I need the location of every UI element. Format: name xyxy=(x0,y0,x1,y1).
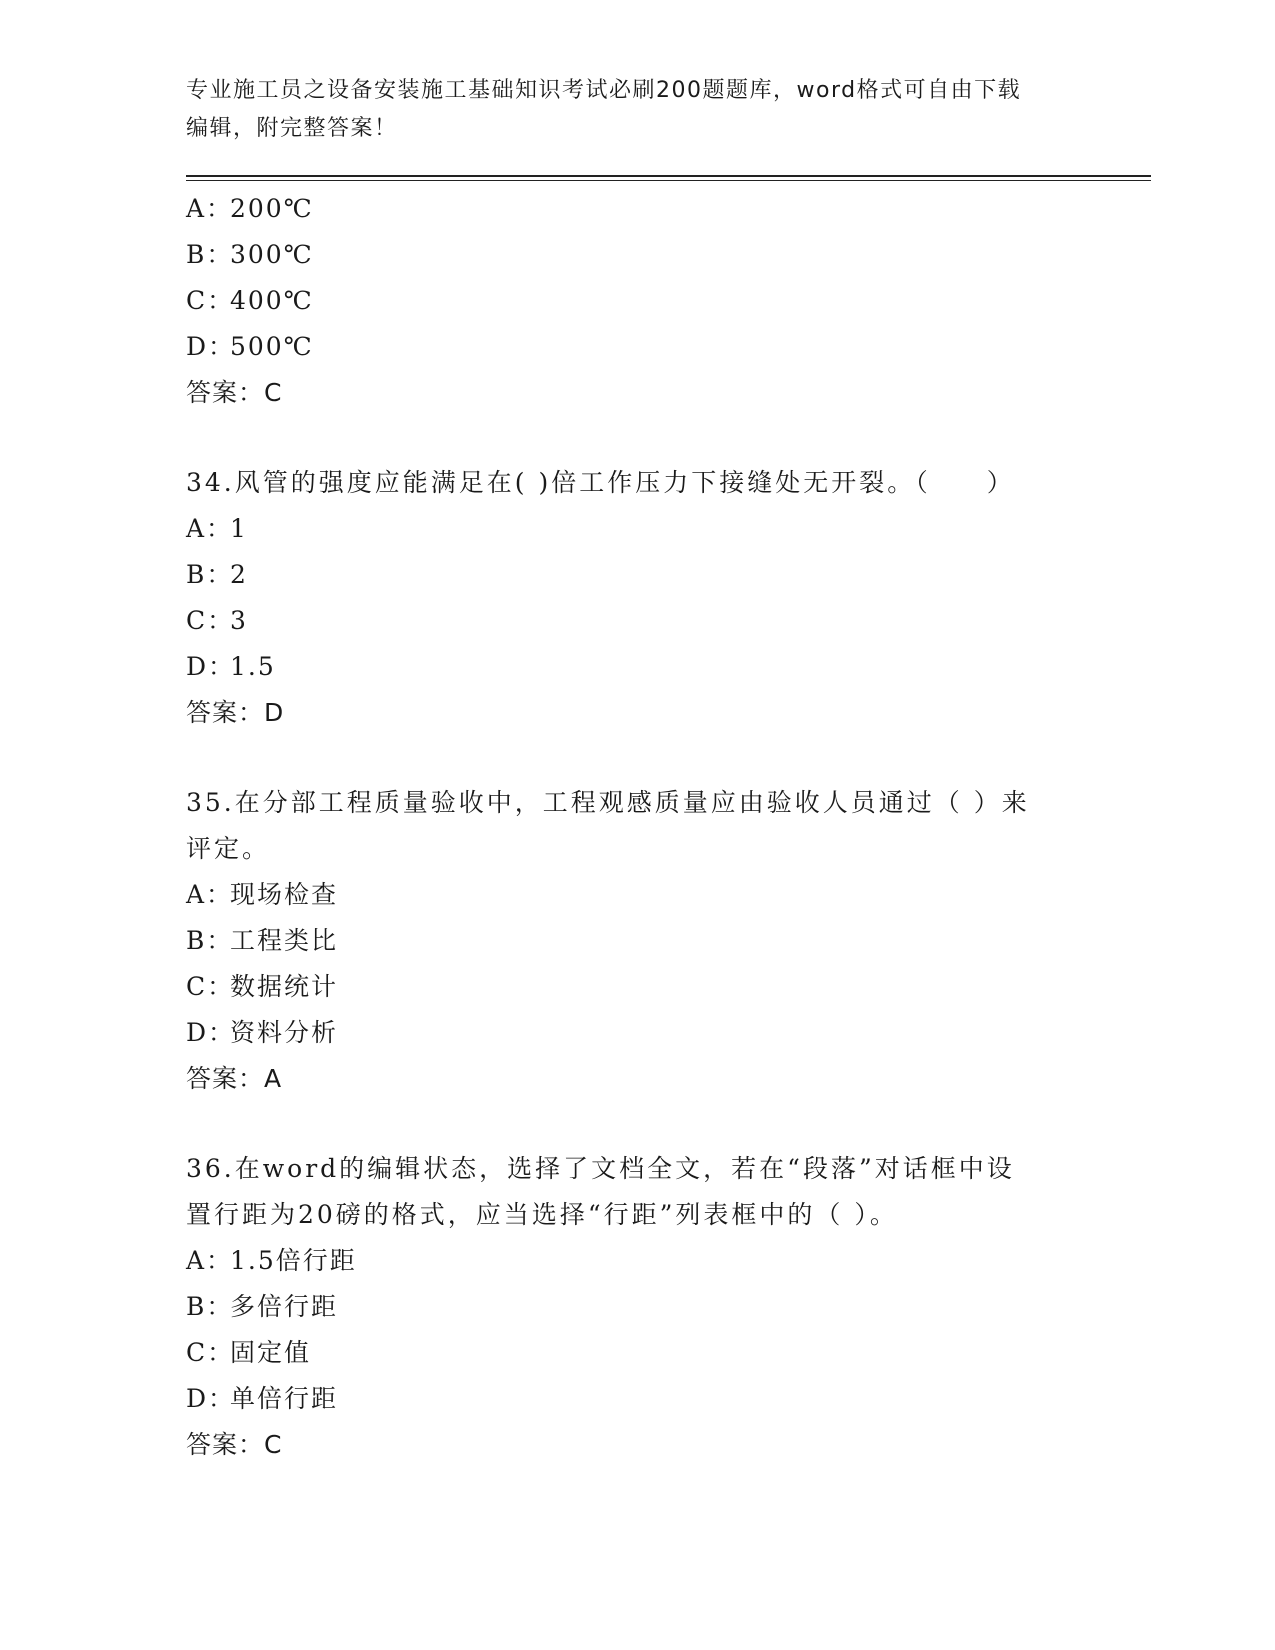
header-divider-thick xyxy=(186,175,1151,177)
option-text: 工程类比 xyxy=(230,926,339,955)
option-c xyxy=(186,964,1086,1010)
option-text: 1 xyxy=(230,514,248,543)
option-text: 2 xyxy=(230,560,248,589)
header-line-2: 编辑，附完整答案！ xyxy=(186,116,398,141)
question-text-line-1: 36.在word的编辑状态，选择了文档全文，若在“段落”对话框中设 xyxy=(186,1154,1015,1183)
option-letter: D： xyxy=(186,1018,236,1047)
option-text: 多倍行距 xyxy=(230,1292,339,1321)
option-letter: B： xyxy=(186,240,234,269)
option-c xyxy=(186,1330,1086,1376)
answer-line: 答案：A xyxy=(186,1064,283,1093)
option-letter: A： xyxy=(186,880,234,909)
option-b xyxy=(186,1284,1086,1330)
question-text-line-2: 评定。 xyxy=(186,834,271,863)
option-text: 数据统计 xyxy=(230,972,339,1001)
option-text: 固定值 xyxy=(230,1338,312,1367)
option-letter: B： xyxy=(186,560,234,589)
option-a xyxy=(186,1238,1086,1284)
option-letter: C： xyxy=(186,972,235,1001)
answer-line: 答案：D xyxy=(186,698,285,727)
option-text: 200℃ xyxy=(230,194,314,223)
option-text: 300℃ xyxy=(230,240,314,269)
option-letter: D： xyxy=(186,652,236,681)
document-header xyxy=(186,72,1086,148)
option-text: 资料分析 xyxy=(230,1018,339,1047)
question-text-line-1: 35.在分部工程质量验收中，工程观感质量应由验收人员通过（ ）来 xyxy=(186,788,1030,817)
option-d xyxy=(186,1010,1086,1056)
option-b xyxy=(186,918,1086,964)
option-text: 单倍行距 xyxy=(230,1384,339,1413)
option-c xyxy=(186,598,1086,644)
option-letter: A： xyxy=(186,194,234,223)
option-text: 400℃ xyxy=(230,286,314,315)
option-letter: D： xyxy=(186,332,236,361)
option-letter: D： xyxy=(186,1384,236,1413)
option-letter: B： xyxy=(186,926,234,955)
option-text: 现场检查 xyxy=(230,880,339,909)
option-letter: C： xyxy=(186,606,235,635)
option-d xyxy=(186,324,1086,370)
question-text-line-2: 置行距为20磅的格式，应当选择“行距”列表框中的（ ）。 xyxy=(186,1200,898,1229)
option-c xyxy=(186,278,1086,324)
question-block-34 xyxy=(186,460,1086,736)
option-a xyxy=(186,186,1086,232)
option-text: 1.5 xyxy=(230,652,276,681)
option-b xyxy=(186,232,1086,278)
option-letter: A： xyxy=(186,1246,234,1275)
header-divider-thin xyxy=(186,180,1151,181)
question-list xyxy=(186,186,1086,1468)
question-block-35 xyxy=(186,780,1086,1102)
answer-line: 答案：C xyxy=(186,1430,283,1459)
answer-line: 答案：C xyxy=(186,378,283,407)
option-letter: A： xyxy=(186,514,234,543)
option-b xyxy=(186,552,1086,598)
option-a xyxy=(186,506,1086,552)
option-text: 500℃ xyxy=(230,332,314,361)
option-a xyxy=(186,872,1086,918)
header-line-1: 专业施工员之设备安装施工基础知识考试必刷200题题库，word格式可自由下载 xyxy=(186,78,1022,103)
option-letter: B： xyxy=(186,1292,234,1321)
option-d xyxy=(186,1376,1086,1422)
question-block-36 xyxy=(186,1146,1086,1468)
option-text: 3 xyxy=(230,606,248,635)
question-block-33 xyxy=(186,186,1086,416)
option-letter: C： xyxy=(186,1338,235,1367)
option-text: 1.5倍行距 xyxy=(230,1246,357,1275)
option-d xyxy=(186,644,1086,690)
question-text: 34.风管的强度应能满足在( )倍工作压力下接缝处无开裂。（ ） xyxy=(186,468,1015,497)
option-letter: C： xyxy=(186,286,235,315)
